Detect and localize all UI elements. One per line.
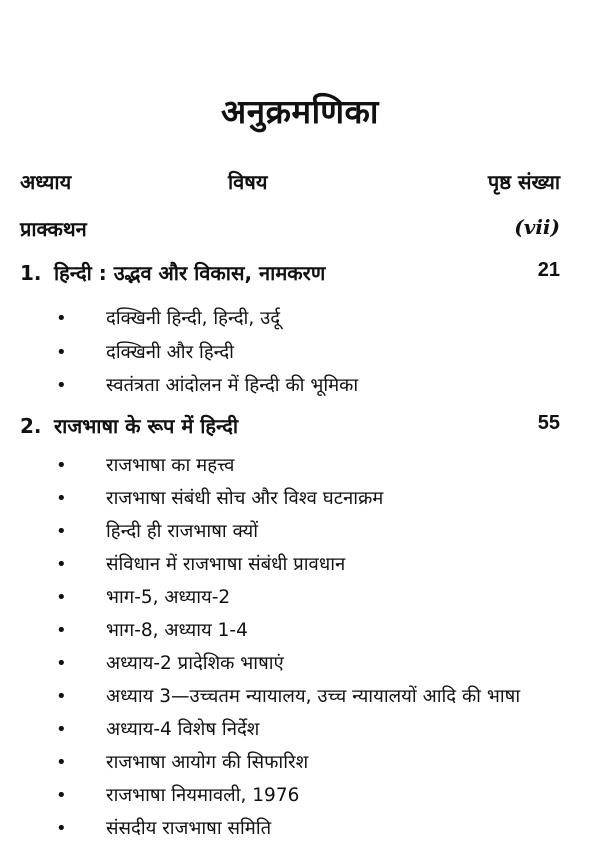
chapter-entry-2 bbox=[20, 412, 560, 439]
list-item-text: संविधान में राजभाषा संबंधी प्रावधान bbox=[106, 554, 346, 575]
list-item-text: स्वतंत्रता आंदोलन में हिन्दी की भूमिका bbox=[106, 375, 359, 396]
chapter-heading-2 bbox=[20, 412, 238, 439]
list-item bbox=[56, 683, 520, 708]
list-item-text: अध्याय-4 विशेष निर्देश bbox=[106, 719, 260, 740]
list-item-text: हिन्दी ही राजभाषा क्यों bbox=[106, 521, 258, 542]
list-item bbox=[56, 749, 308, 774]
bullet-icon: • bbox=[56, 620, 67, 641]
list-item bbox=[56, 782, 299, 807]
chapter-entry-1 bbox=[20, 259, 560, 286]
list-item-text: दक्खिनी हिन्दी, हिन्दी, उर्दू bbox=[106, 308, 281, 329]
bullet-icon: • bbox=[56, 587, 67, 608]
list-item bbox=[56, 485, 383, 510]
list-item bbox=[56, 584, 230, 609]
chapter-title: हिन्दी : उद्भव और विकास, नामकरण bbox=[54, 261, 326, 285]
list-item bbox=[56, 551, 345, 576]
list-item bbox=[56, 339, 234, 364]
bullet-icon: • bbox=[56, 308, 67, 329]
chapter-number: 2. bbox=[20, 414, 42, 438]
column-header-chapter: अध्याय bbox=[20, 170, 72, 194]
list-item-text: संसदीय राजभाषा समिति bbox=[106, 818, 272, 839]
list-item-text: राजभाषा का महत्त्व bbox=[106, 455, 235, 476]
list-item bbox=[56, 815, 271, 840]
list-item bbox=[56, 518, 258, 543]
list-item bbox=[56, 452, 234, 477]
column-header-page-number: पृष्ठ संख्या bbox=[487, 170, 560, 194]
chapter-title: राजभाषा के रूप में हिन्दी bbox=[54, 414, 239, 438]
preface-page-number: (vii) bbox=[514, 215, 560, 239]
list-item-text: राजभाषा आयोग की सिफारिश bbox=[106, 752, 309, 773]
list-item-text: दक्खिनी और हिन्दी bbox=[106, 342, 234, 363]
bullet-icon: • bbox=[56, 818, 67, 839]
chapter-page-number: 55 bbox=[537, 412, 560, 434]
chapter-heading-1 bbox=[20, 259, 325, 286]
list-item bbox=[56, 372, 358, 397]
bullet-icon: • bbox=[56, 785, 67, 806]
list-item-text: अध्याय-2 प्रादेशिक भाषाएं bbox=[106, 653, 284, 674]
list-item bbox=[56, 716, 259, 741]
list-item-text: राजभाषा नियमावली, 1976 bbox=[106, 785, 300, 806]
list-item-text: भाग-5, अध्याय-2 bbox=[106, 587, 231, 608]
bullet-icon: • bbox=[56, 653, 67, 674]
list-item bbox=[56, 617, 248, 642]
chapter-number: 1. bbox=[20, 261, 42, 285]
list-item-text: अध्याय 3—उच्चतम न्यायालय, उच्च न्यायालयों आदि की भाषा bbox=[106, 686, 521, 707]
bullet-icon: • bbox=[56, 521, 67, 542]
page-title: अनुक्रमणिका bbox=[221, 92, 379, 131]
preface-entry: प्राक्कथन bbox=[20, 217, 87, 241]
bullet-icon: • bbox=[56, 342, 67, 363]
bullet-icon: • bbox=[56, 719, 67, 740]
list-item bbox=[56, 650, 284, 675]
column-header-subject: विषय bbox=[228, 170, 268, 194]
bullet-icon: • bbox=[56, 686, 67, 707]
bullet-icon: • bbox=[56, 554, 67, 575]
list-item-text: भाग-8, अध्याय 1-4 bbox=[106, 620, 248, 641]
bullet-icon: • bbox=[56, 455, 67, 476]
list-item-text: राजभाषा संबंधी सोच और विश्व घटनाक्रम bbox=[106, 488, 384, 509]
bullet-icon: • bbox=[56, 488, 67, 509]
bullet-icon: • bbox=[56, 375, 67, 396]
chapter-page-number: 21 bbox=[537, 259, 560, 281]
list-item bbox=[56, 305, 280, 330]
bullet-icon: • bbox=[56, 752, 67, 773]
